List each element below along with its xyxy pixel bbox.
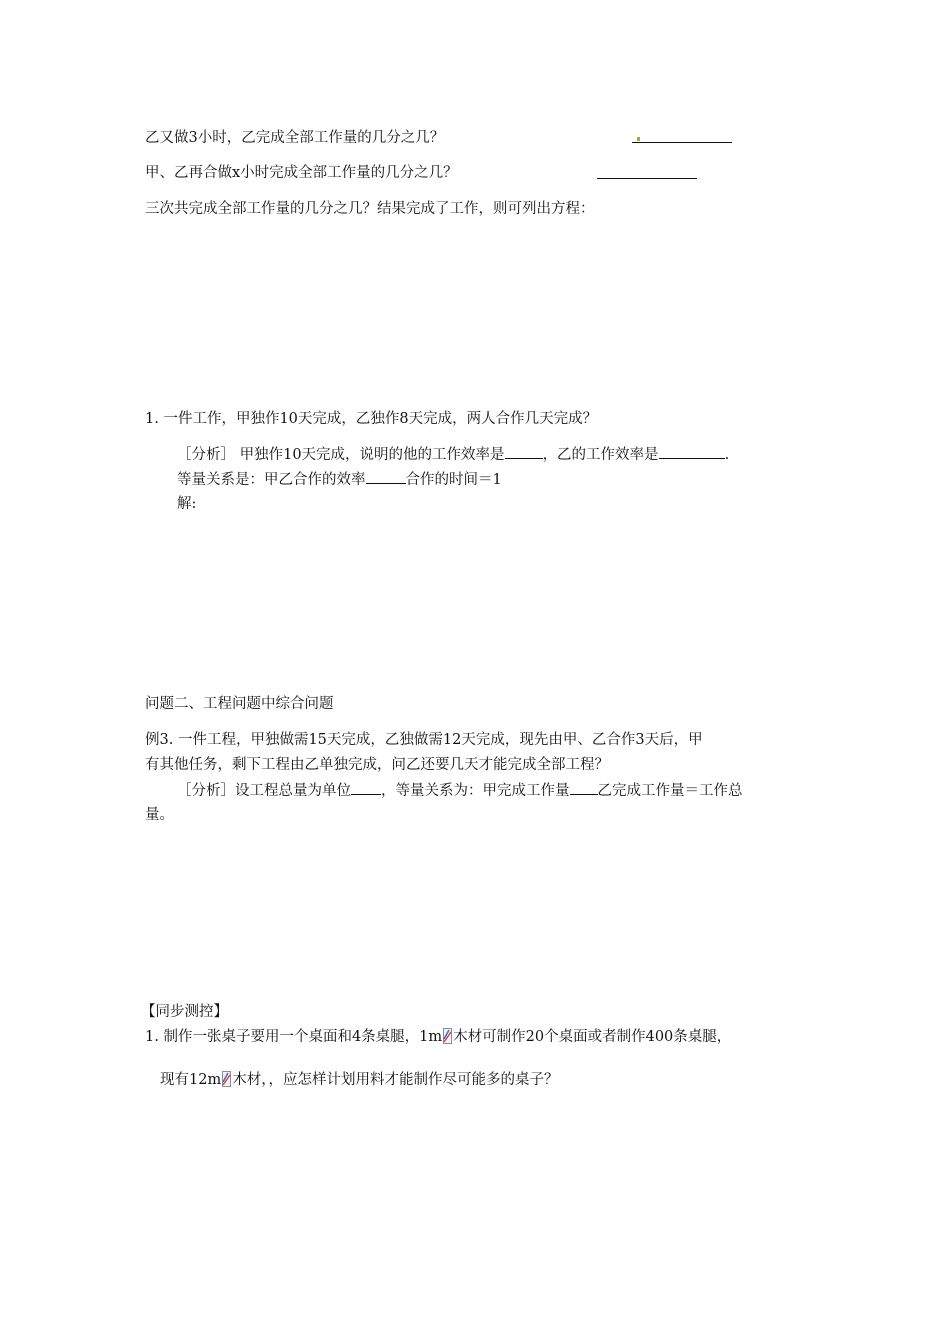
- blank-efficiency-jia: [505, 444, 543, 459]
- problem-text: 1. 一件工作，甲独作10天完成，乙独作8天完成，两人合作几天完成？: [145, 411, 598, 427]
- problem-1-relation: [177, 469, 502, 490]
- sync-problem-1-line-1: [145, 1027, 731, 1047]
- answer-blank: [632, 142, 732, 143]
- problem-text-a: 现有12m: [160, 1072, 222, 1088]
- problem-1-analysis: [177, 444, 729, 465]
- blank-efficiency-yi: [659, 444, 725, 459]
- blank-unit: [351, 780, 381, 795]
- example-3-analysis-cont: [145, 805, 174, 825]
- example-text: 有其他任务，剩下工程由乙单独完成，问乙还要几天才能完成全部工程？: [145, 757, 609, 773]
- example-text: 例3. 一件工程，甲独做需15天完成，乙独做需12天完成，现先由甲、乙合作3天后，甲: [145, 732, 703, 748]
- analysis-text-b: ，乙的工作效率是: [542, 447, 659, 463]
- section-title-text: 问题二、工程问题中综合问题: [145, 696, 334, 712]
- sync-test-title: [141, 1002, 228, 1022]
- analysis-text-d: 量。: [145, 807, 174, 823]
- solution-label: 解:: [177, 496, 197, 512]
- sync-problem-1-line-2: [160, 1070, 558, 1090]
- problem-text-a: 1. 制作一张桌子要用一个桌面和4条桌腿，1m: [145, 1029, 443, 1045]
- analysis-text-c: 乙完成工作量＝工作总: [597, 783, 743, 799]
- problem-1-question: [145, 409, 597, 429]
- example-3-line-1: [145, 730, 703, 750]
- question-yi-again: [145, 128, 444, 148]
- analysis-end: .: [724, 447, 730, 463]
- cubic-meter-superscript-icon: [222, 1071, 231, 1087]
- question-text: 三次共完成全部工作量的几分之几？结果完成了工作，则可列出方程：: [145, 201, 595, 217]
- example-3-analysis: [177, 780, 743, 801]
- question-three-times: [145, 199, 595, 219]
- blank-operator: [366, 469, 406, 484]
- example-3-line-2: [145, 755, 609, 775]
- sync-title-text: 【同步测控】: [141, 1004, 228, 1020]
- question-text: 甲、乙再合做x小时完成全部工作量的几分之几？: [145, 165, 458, 181]
- stray-mark: [637, 137, 640, 141]
- question-together-x: [145, 163, 458, 183]
- analysis-text-a: ［分析］ 甲独作10天完成，说明的他的工作效率是: [177, 447, 505, 463]
- analysis-text-a: ［分析］设工程总量为单位: [177, 783, 351, 799]
- blank-operator: [570, 780, 598, 795]
- answer-blank: [597, 178, 697, 179]
- analysis-text-b: ，等量关系为：甲完成工作量: [381, 783, 570, 799]
- section-2-title: [145, 694, 334, 714]
- cubic-meter-superscript-icon: [443, 1028, 452, 1044]
- question-text: 乙又做3小时，乙完成全部工作量的几分之几？: [145, 130, 445, 146]
- problem-text-b: 木材，，应怎样计划用料才能制作尽可能多的桌子？: [232, 1072, 559, 1088]
- relation-text-b: 合作的时间＝1: [405, 472, 502, 488]
- problem-text-b: 木材可制作20个桌面或者制作400条桌腿，: [453, 1029, 732, 1045]
- problem-1-solution-label: [177, 494, 196, 514]
- relation-text-a: 等量关系是：甲乙合作的效率: [177, 472, 366, 488]
